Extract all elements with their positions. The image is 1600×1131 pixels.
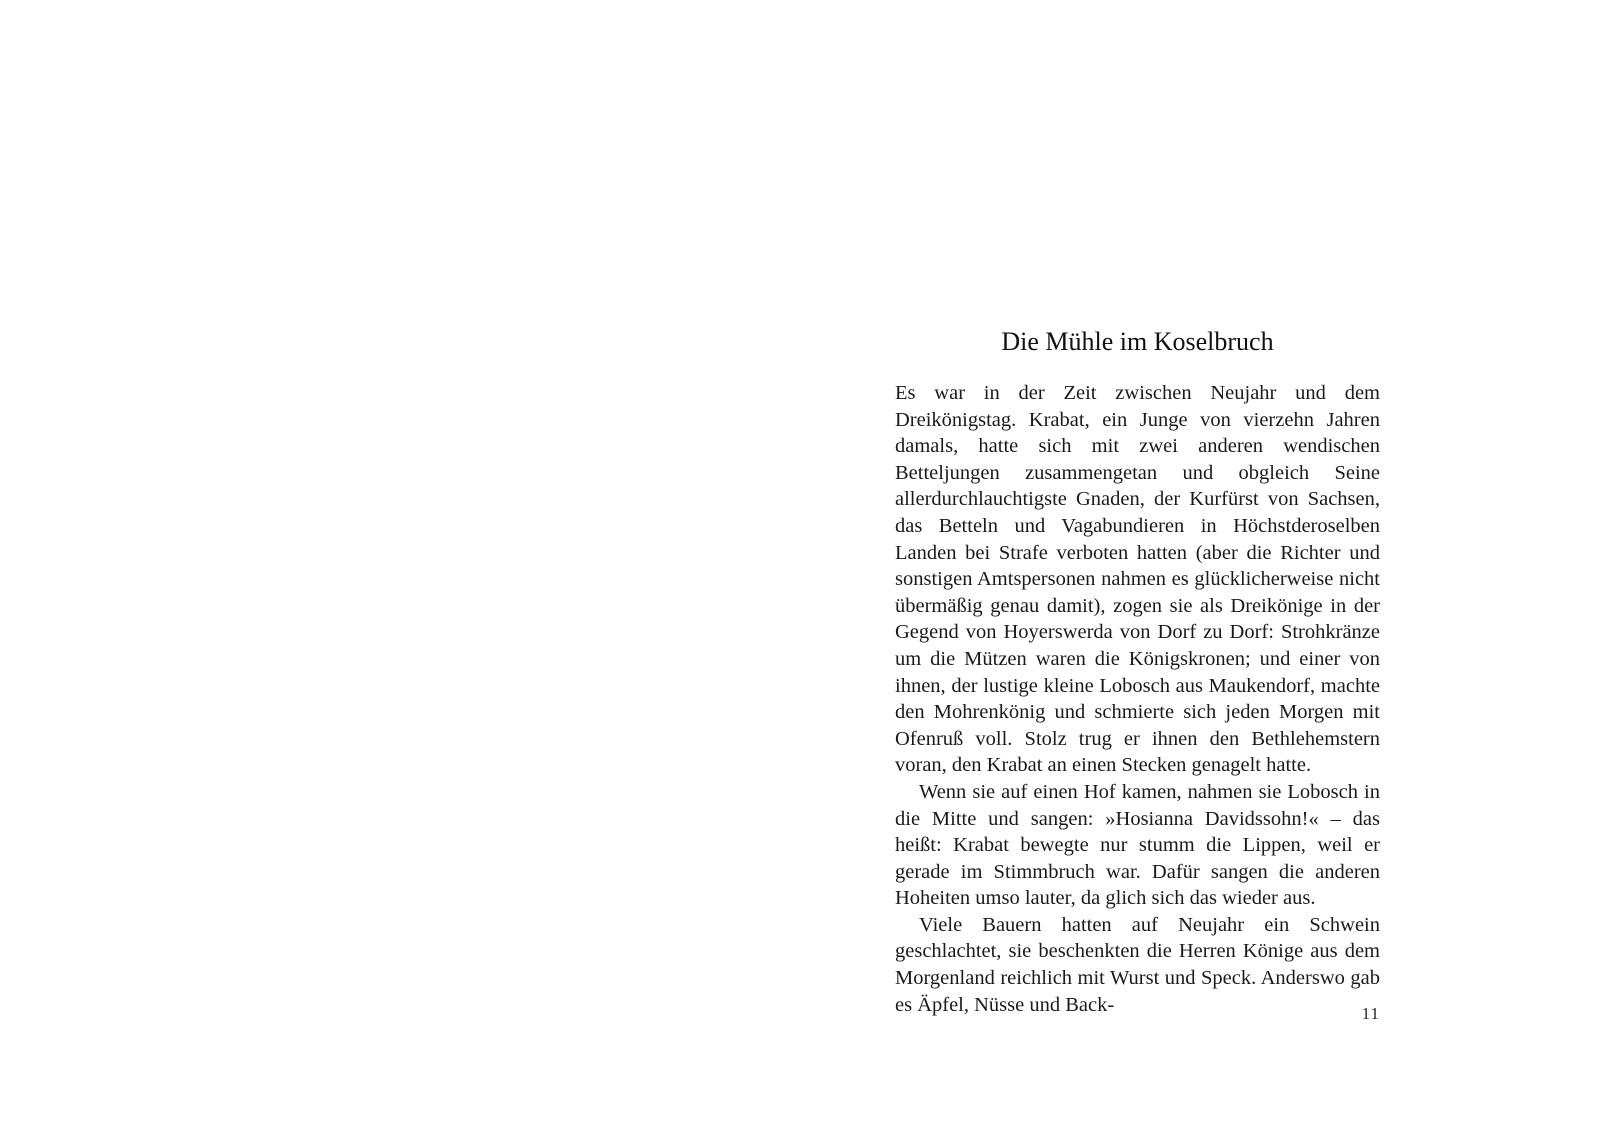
paragraph-1: Es war in der Zeit zwischen Neujahr und dem Dreikönigstag. Krabat, ein Junge von vierzehn Jahren damals, hatte sich mit zwei anderen wendischen Betteljungen zusammengetan und obgleich Seine allerdurchlauchtigste Gnaden, der Kurfürst von Sachsen, das Betteln und Vagabundieren in Höchstderoselben Landen bei Strafe verboten hatten (aber die Richter und sonstigen Amtspersonen nahmen es glücklicherweise nicht übermäßig genau damit), zogen sie als Dreikönige in der Gegend von Hoyerswerda von Dorf zu Dorf: Strohkränze um die Mützen waren die Königskronen; und einer von ihnen, der lustige kleine Lobosch aus Maukendorf, machte den Mohrenkönig und schmierte sich jeden Morgen mit Ofenruß voll. Stolz trug er ihnen den Bethlehemstern voran, den Krabat an einen Stecken genagelt hatte. xyxy=(895,382,1380,777)
page-number: 11 xyxy=(1361,1004,1380,1023)
right-page xyxy=(800,0,1600,1131)
chapter-title: Die Mühle im Koselbruch xyxy=(1001,327,1274,356)
body-text xyxy=(895,380,1380,1018)
paragraph-2: Wenn sie auf einen Hof kamen, nahmen sie Lobosch in die Mitte und sangen: »Hosianna Davidssohn!« – das heißt: Krabat bewegte nur stumm die Lippen, weil er gerade im Stimmbruch war. Dafür sangen die anderen Hoheiten umso lauter, da glich sich das wieder aus. xyxy=(895,780,1380,910)
paragraph-3: Viele Bauern hatten auf Neujahr ein Schwein geschlachtet, sie beschenkten die Herren Könige aus dem Morgenland reichlich mit Wurst und Speck. Anderswo gab es Äpfel, Nüsse und Back- xyxy=(895,913,1380,1016)
